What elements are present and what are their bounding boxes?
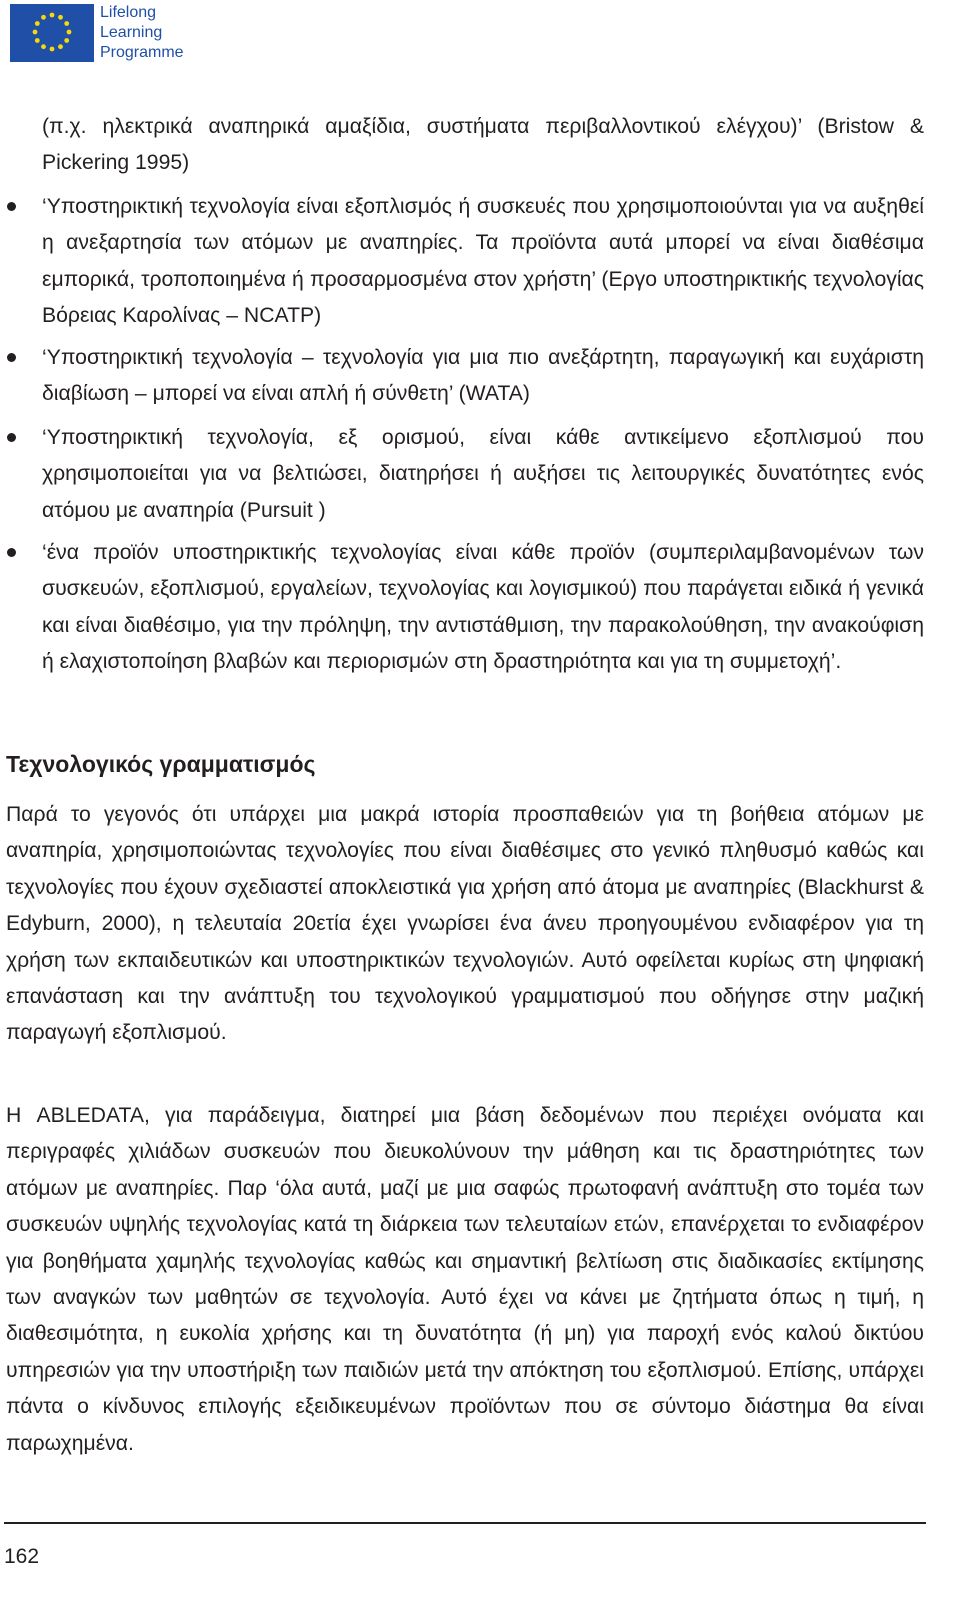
continuation-text: (π.χ. ηλεκτρικά αναπηρικά αμαξίδια, συστήματα περιβαλλοντικού ελέγχου)’ (Bristow & Pickering 1995) [42,115,924,175]
bullet-item-2 [42,340,924,413]
bullet-text-3: ‘Υποστηρικτική τεχνολογία, εξ ορισμού, είναι κάθε αντικείμενο εξοπλισμού που χρησιμοποιείται για να βελτιώσει, διατηρήσει ή αυξήσει τις λειτουργικές δυνατότητες ενός ατόμου με αναπηρία (Pursuit ) [42,426,924,522]
bullet-icon [7,353,16,362]
logo-line-3: Programme [100,44,184,61]
footer-divider [4,1522,926,1524]
page-number: 162 [4,1545,40,1568]
logo-line-2: Learning [100,24,163,41]
continuation-block [42,109,924,182]
logo-line-1: Lifelong [100,4,157,21]
bullet-icon [7,433,16,442]
bullet-item-1 [42,189,924,335]
bullet-text-1: ‘Υποστηρικτική τεχνολογία είναι εξοπλισμός ή συσκευές που χρησιμοποιούνται για να αυξηθεί η ανεξαρτησία των ατόμων με αναπηρίες. Τα προϊόντα αυτά μπορεί να είναι διαθέσιμα εμπορικά, τροποποιημένα ή προσαρμοσμένα στον χρήστη’ (Εργο υποστηρικτικής τεχνολογίας Βόρειας Καρολίνας – NCATP) [42,195,924,328]
body-paragraph-1: Παρά το γεγονός ότι υπάρχει μια μακρά ιστορία προσπαθειών για τη βοήθεια ατόμων με αναπηρία, χρησιμοποιώντας τεχνολογίες που είναι διαθέσιμες στο γενικό πληθυσμό καθώς και τεχνολογίες που έχουν σχεδιαστεί αποκλειστικά για χρήση από άτομα με αναπηρίες (Blackhurst & Edyburn, 2000), η τελευταία 20ετία έχει γνωρίσει ένα άνευ προηγουμένου ενδιαφέρον για τη χρήση των εκπαιδευτικών και υποστηρικτικών τεχνολογιών. Αυτό οφείλεται κυρίως στη ψηφιακή επανάσταση και την ανάπτυξη του τεχνολογικού γραμματισμού που οδήγησε στην μαζική παραγωγή εξοπλισμού. [6,803,924,1045]
logo-text [100,3,210,63]
bullet-text-2: ‘Υποστηρικτική τεχνολογία – τεχνολογία για μια πιο ανεξάρτητη, παραγωγική και ευχάριστη διαβίωση – μπορεί να είναι απλή ή σύνθετη’ (WATA) [42,346,924,406]
eu-flag-icon [10,4,94,62]
body-paragraph-2: Η ABLEDATA, για παράδειγμα, διατηρεί μια βάση δεδομένων που περιέχει ονόματα και περιγραφές χιλιάδων συσκευών που διευκολύνουν την μάθηση και τις δραστηριότητες των ατόμων με αναπηρίες. Παρ ‘όλα αυτά, μαζί με μια σαφώς πρωτοφανή ανάπτυξη στο τομέα των συσκευών υψηλής τεχνολογίας κατά τη διάρκεια των τελευταίων ετών, επανέρχεται το ενδιαφέρον για βοηθήματα χαμηλής τεχνολογίας καθώς και σημαντική βελτίωση στις διαδικασίες εκτίμησης των αναγκών των μαθητών σε τεχνολογία. Αυτό έχει να κάνει με ζητήματα όπως η τιμή, η διαθεσιμότητα, η ευκολία χρήσης και τη δυνατότητα (ή μη) για παροχή ενός καλού δικτύου υπηρεσιών για την υποστήριξη των παιδιών μετά την απόκτηση του εξοπλισμού. Επίσης, υπάρχει πάντα ο κίνδυνος επιλογής εξειδικευμένων προϊόντων που σε σύντομο διάστημα θα είναι παρωχημένα. [6,1104,924,1455]
bullet-icon [7,548,16,557]
bullet-icon [7,202,16,211]
bullet-text-4: ‘ένα προϊόν υποστηρικτικής τεχνολογίας είναι κάθε προϊόν (συμπεριλαμβανομένων των συσκευών, εξοπλισμού, εργαλείων, τεχνολογίας και λογισμικού) που παράγεται ειδικά ή γενικά και είναι διαθέσιμο, για την πρόληψη, την αντιστάθμιση, την παρακολούθηση, την ανακούφιση ή ελαχιστοποίηση βλαβών και περιορισμών στη δραστηριότητα και για τη συμμετοχή’. [42,541,924,674]
lifelong-learning-logo [10,4,202,64]
bullet-item-4 [42,535,924,681]
bullet-item-3 [42,420,924,529]
section-heading: Τεχνολογικός γραμματισμός [6,751,316,777]
